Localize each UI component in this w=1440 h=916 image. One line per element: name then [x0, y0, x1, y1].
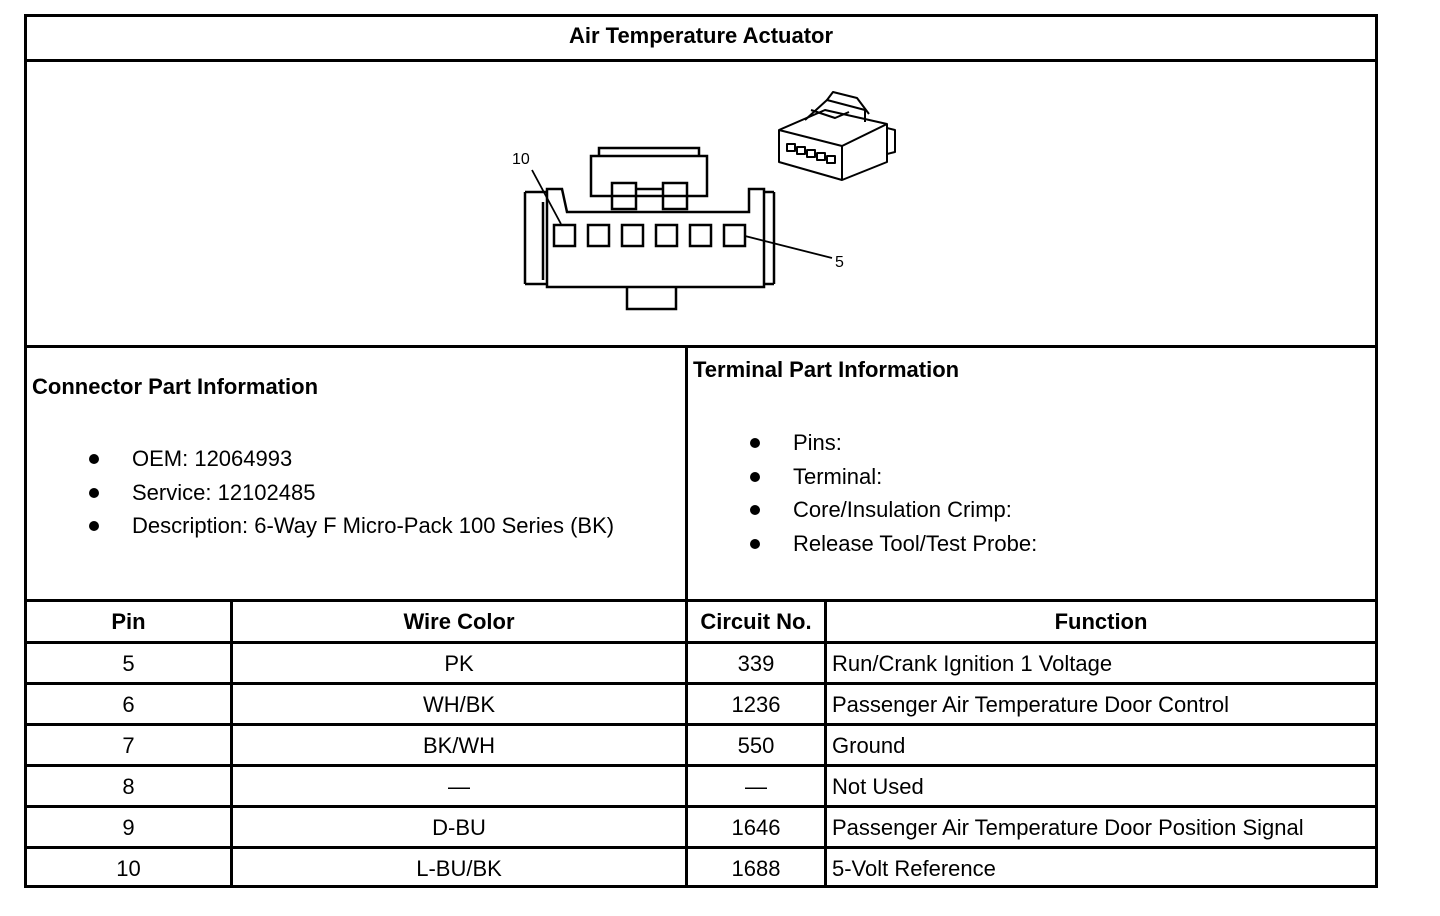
bullet-icon [750, 438, 760, 448]
terminal-info-list [693, 426, 1037, 560]
table-cell-wire-color: — [448, 774, 470, 799]
cavity-5 [724, 225, 745, 246]
row-divider [27, 764, 1375, 767]
document-title: Air Temperature Actuator [568, 23, 834, 48]
bullet-icon [750, 539, 760, 549]
table-cell-circuit: 339 [737, 651, 775, 676]
column-header-wire-color: Wire Color [403, 609, 515, 634]
table-cell-wire-color: D-BU [432, 815, 486, 840]
table-cell-wire-color: PK [444, 651, 474, 676]
cavity-6 [690, 225, 711, 246]
pin-label-5: 5 [835, 254, 844, 271]
table-cell-function: Passenger Air Temperature Door Control [832, 692, 1230, 717]
row-divider [27, 682, 1375, 685]
list-item: Service: 12102485 [32, 476, 614, 510]
bullet-icon [750, 505, 760, 515]
table-cell-wire-color: L-BU/BK [416, 856, 502, 881]
table-cell-circuit: 550 [737, 733, 775, 758]
cavity-8 [622, 225, 643, 246]
table-cell-function: Ground [832, 733, 906, 758]
connector-info-heading: Connector Part Information [32, 374, 319, 399]
terminal-info-heading: Terminal Part Information [693, 357, 960, 382]
table-cell-pin: 8 [122, 774, 135, 799]
list-item: Pins: [693, 426, 1037, 460]
table-cell-circuit: — [745, 774, 767, 799]
divider [27, 345, 1375, 348]
list-item: OEM: 12064993 [32, 442, 614, 476]
bullet-icon [89, 488, 99, 498]
table-cell-function: Passenger Air Temperature Door Position Signal [832, 815, 1304, 840]
connector-info-list [32, 442, 614, 543]
table-cell-pin: 6 [122, 692, 135, 717]
column-header-circuit: Circuit No. [700, 609, 812, 634]
table-cell-wire-color: BK/WH [422, 733, 496, 758]
table-cell-pin: 9 [122, 815, 135, 840]
list-item: Release Tool/Test Probe: [693, 527, 1037, 561]
pin-label-10: 10 [512, 151, 530, 168]
pinout-document [24, 14, 1378, 888]
row-divider [27, 641, 1375, 644]
table-cell-wire-color: WH/BK [422, 692, 496, 717]
cavity-9 [588, 225, 609, 246]
list-item: Description: 6-Way F Micro-Pack 100 Series (BK) [32, 509, 614, 543]
bottom-tab-shape [627, 287, 676, 309]
cavity-10 [554, 225, 575, 246]
connector-isometric-view [779, 92, 895, 180]
connector-diagram [27, 62, 1375, 347]
connector-drawing [27, 62, 1375, 347]
cavity-7 [656, 225, 677, 246]
table-cell-pin: 10 [116, 856, 141, 881]
table-cell-circuit: 1236 [731, 692, 781, 717]
table-cell-circuit: 1688 [731, 856, 781, 881]
table-cell-circuit: 1646 [731, 815, 781, 840]
column-header-pin: Pin [111, 609, 146, 634]
list-item: Terminal: [693, 460, 1037, 494]
table-cell-pin: 7 [122, 733, 135, 758]
bullet-icon [750, 472, 760, 482]
bullet-icon [89, 521, 99, 531]
table-cell-pin: 5 [122, 651, 135, 676]
bullet-icon [89, 454, 99, 464]
table-cell-function: Run/Crank Ignition 1 Voltage [832, 651, 1113, 676]
table-cell-function: 5-Volt Reference [832, 856, 996, 881]
column-header-function: Function [1054, 609, 1148, 634]
row-divider [27, 805, 1375, 808]
row-divider [27, 723, 1375, 726]
row-divider [27, 846, 1375, 849]
list-item: Core/Insulation Crimp: [693, 493, 1037, 527]
table-cell-function: Not Used [832, 774, 924, 799]
